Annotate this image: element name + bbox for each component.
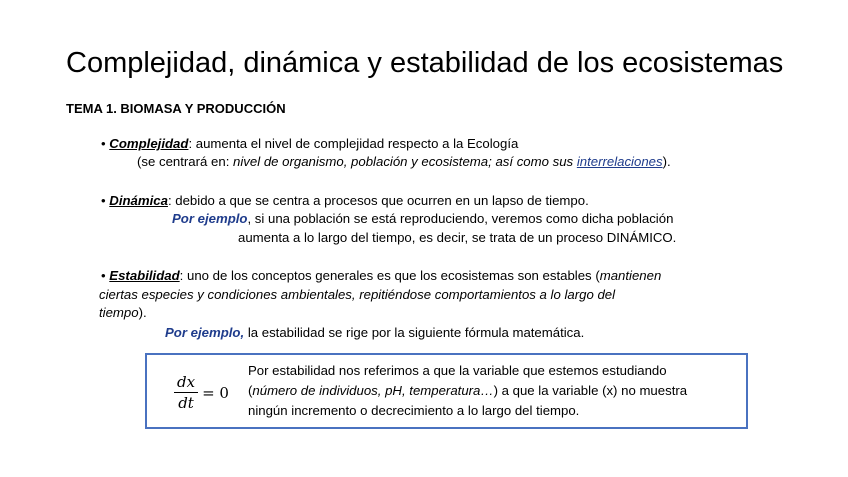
term-estabilidad: Estabilidad	[109, 268, 180, 283]
formula-fraction	[174, 373, 198, 412]
estabilidad-italic1: mantienen	[599, 268, 662, 283]
estabilidad-example	[165, 324, 584, 341]
term-complejidad: Complejidad	[109, 136, 189, 151]
bullet-marker: •	[101, 193, 106, 208]
complejidad-detail-open: (se centrará en:	[137, 154, 234, 169]
term-dinamica: Dinámica	[109, 193, 168, 208]
bullet-estabilidad	[101, 267, 661, 284]
formula-line2-open: (	[248, 383, 253, 398]
complejidad-detail-close: ).	[662, 154, 671, 169]
interrelaciones-link[interactable]: interrelaciones	[576, 154, 663, 169]
dinamica-example-line2: aumenta a lo largo del tiempo, es decir, se trata de un proceso DINÁMICO.	[238, 230, 677, 245]
formula-line2-italic: número de individuos, pH, temperatura…	[252, 383, 494, 398]
estabilidad-italic3: tiempo	[99, 305, 139, 320]
formula-denominator: dt	[178, 394, 194, 412]
bullet-marker: •	[101, 268, 106, 283]
estabilidad-text: : uno de los conceptos generales es que los ecosistemas son estables (	[179, 268, 600, 283]
dinamica-text: : debido a que se centra a procesos que ocurren en un lapso de tiempo.	[167, 193, 589, 208]
formula-explanation-line1: Por estabilidad nos referimos a que la variable que estemos estudiando	[248, 363, 667, 378]
dinamica-example-text1: , si una población se está reproduciendo, veremos como dicha población	[247, 211, 674, 226]
formula-numerator: dx	[174, 373, 198, 393]
formula-explanation-line2	[248, 382, 687, 399]
complejidad-detail	[137, 153, 671, 170]
estabilidad-italic-line2: ciertas especies y condiciones ambientales, repitiéndose comportamientos a lo largo del	[99, 287, 616, 302]
complejidad-detail-italic: nivel de organismo, población y ecosistema; así como sus	[233, 154, 577, 169]
formula-explanation-line3: ningún incremento o decrecimiento a lo largo del tiempo.	[248, 403, 580, 418]
slide-subtitle: TEMA 1. BIOMASA Y PRODUCCIÓN	[66, 101, 286, 116]
slide-title: Complejidad, dinámica y estabilidad de los ecosistemas	[66, 47, 784, 79]
estabilidad-example-text: la estabilidad se rige por la siguiente fórmula matemática.	[244, 325, 585, 340]
formula-equals: = 0	[202, 383, 229, 402]
dinamica-example-line1	[172, 210, 673, 227]
dinamica-example-label: Por ejemplo	[172, 211, 248, 226]
estabilidad-line3	[99, 304, 147, 321]
bullet-dinamica	[101, 192, 589, 209]
estabilidad-line3-close: ).	[138, 305, 147, 320]
formula-box	[145, 353, 748, 429]
complejidad-text: : aumenta el nivel de complejidad respecto a la Ecología	[188, 136, 519, 151]
bullet-marker: •	[101, 136, 106, 151]
formula-line2-rest: ) a que la variable (x) no muestra	[493, 383, 688, 398]
estabilidad-example-label: Por ejemplo,	[165, 325, 245, 340]
bullet-complejidad	[101, 135, 518, 152]
stability-formula	[174, 373, 229, 412]
